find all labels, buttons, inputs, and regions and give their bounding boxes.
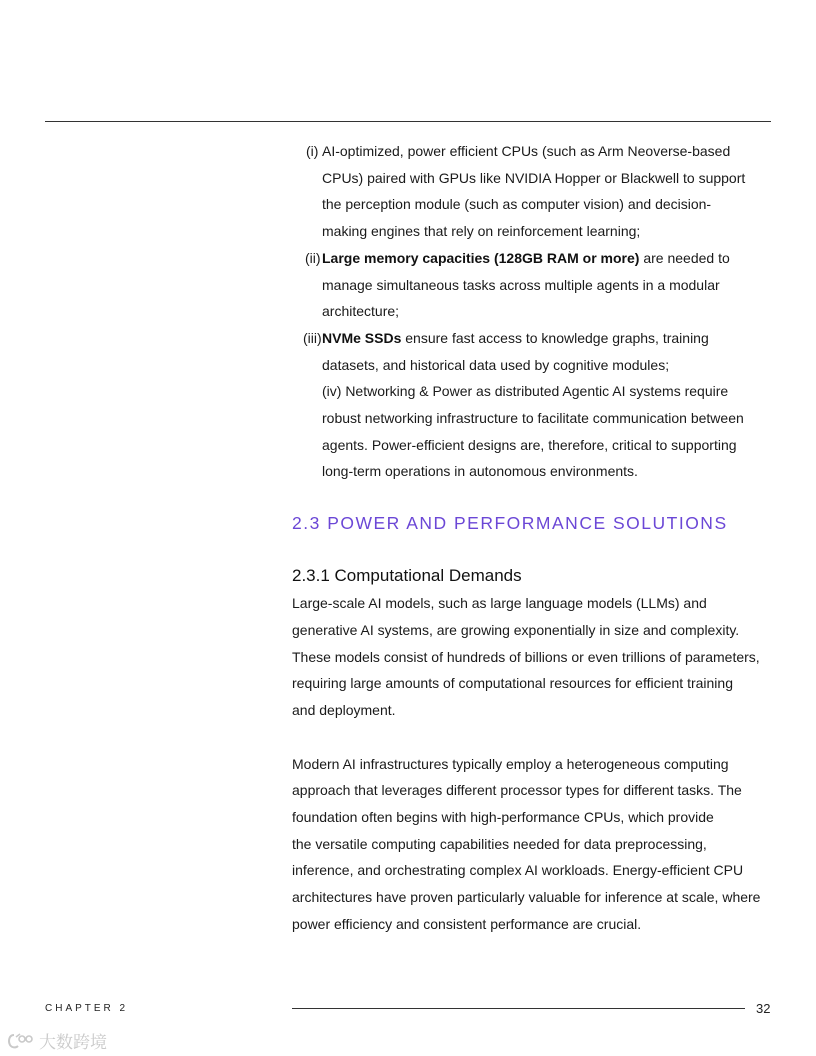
paragraph-2: [292, 751, 774, 938]
bold-term: Large memory capacities (128GB RAM or more): [322, 249, 640, 266]
paragraph-line: power efficiency and consistent performance are crucial.: [292, 915, 642, 932]
list-line: (iv) Networking & Power as distributed Agentic AI systems require: [322, 383, 729, 400]
list-item-ii: [292, 245, 774, 325]
list-line: making engines that rely on reinforcement learning;: [322, 223, 641, 240]
list-number: (i): [306, 143, 319, 159]
list-item-iii: [292, 325, 774, 378]
paragraph-line: Large-scale AI models, such as large language models (LLMs) and: [292, 595, 707, 612]
list-item-iv: [292, 378, 774, 485]
watermark: [6, 1028, 107, 1053]
paragraph-line: architectures have proven particularly valuable for inference at scale, where: [292, 889, 761, 906]
paragraph-line: These models consist of hundreds of billions or even trillions of parameters,: [292, 648, 760, 665]
subsection-heading: 2.3.1 Computational Demands: [292, 566, 522, 586]
paragraph-line: generative AI systems, are growing exponentially in size and complexity.: [292, 621, 740, 638]
list-line: agents. Power-efficient designs are, therefore, critical to supporting: [322, 436, 737, 453]
list-line: the perception module (such as computer vision) and decision-: [322, 196, 712, 213]
list-line: AI-optimized, power efficient CPUs (such as Arm Neoverse-based: [322, 143, 731, 159]
paragraph-line: requiring large amounts of computational resources for efficient training: [292, 675, 733, 692]
page-number: 32: [756, 1001, 771, 1016]
list-line: [322, 325, 774, 352]
paragraph-1: [292, 590, 774, 724]
watermark-logo-icon: [6, 1031, 36, 1051]
list-line: datasets, and historical data used by cognitive modules;: [322, 356, 670, 373]
list-line: [322, 245, 774, 272]
list-text: ensure fast access to knowledge graphs, training: [401, 329, 709, 346]
list-line: long-term operations in autonomous environments.: [322, 463, 638, 480]
list-text: are needed to: [639, 249, 730, 266]
footer-chapter-label: CHAPTER 2: [45, 1003, 129, 1014]
paragraph-line: approach that leverages different processor types for different tasks. The: [292, 782, 742, 799]
section-heading: 2.3 POWER AND PERFORMANCE SOLUTIONS: [292, 513, 728, 534]
paragraph-line: inference, and orchestrating complex AI workloads. Energy-efficient CPU: [292, 862, 744, 879]
paragraph-line: Modern AI infrastructures typically employ a heterogeneous computing: [292, 755, 729, 772]
page-content: [292, 138, 774, 938]
paragraph-line: foundation often begins with high-performance CPUs, which provide: [292, 809, 714, 826]
list-line: manage simultaneous tasks across multiple agents in a modular: [322, 276, 720, 293]
bold-term: NVMe SSDs: [322, 329, 402, 346]
paragraph-line: the versatile computing capabilities needed for data preprocessing,: [292, 835, 707, 852]
list-line: robust networking infrastructure to facilitate communication between: [322, 410, 744, 427]
list-line: CPUs) paired with GPUs like NVIDIA Hopper or Blackwell to support: [322, 169, 746, 186]
top-divider: [45, 121, 771, 122]
list-number: (ii): [305, 249, 321, 266]
list-line: architecture;: [322, 303, 400, 320]
watermark-text: 大数跨境: [39, 1033, 107, 1052]
list-number: (iii): [303, 329, 322, 346]
footer-divider: [292, 1008, 745, 1009]
list-item-i: [292, 138, 774, 245]
paragraph-line: and deployment.: [292, 701, 396, 718]
